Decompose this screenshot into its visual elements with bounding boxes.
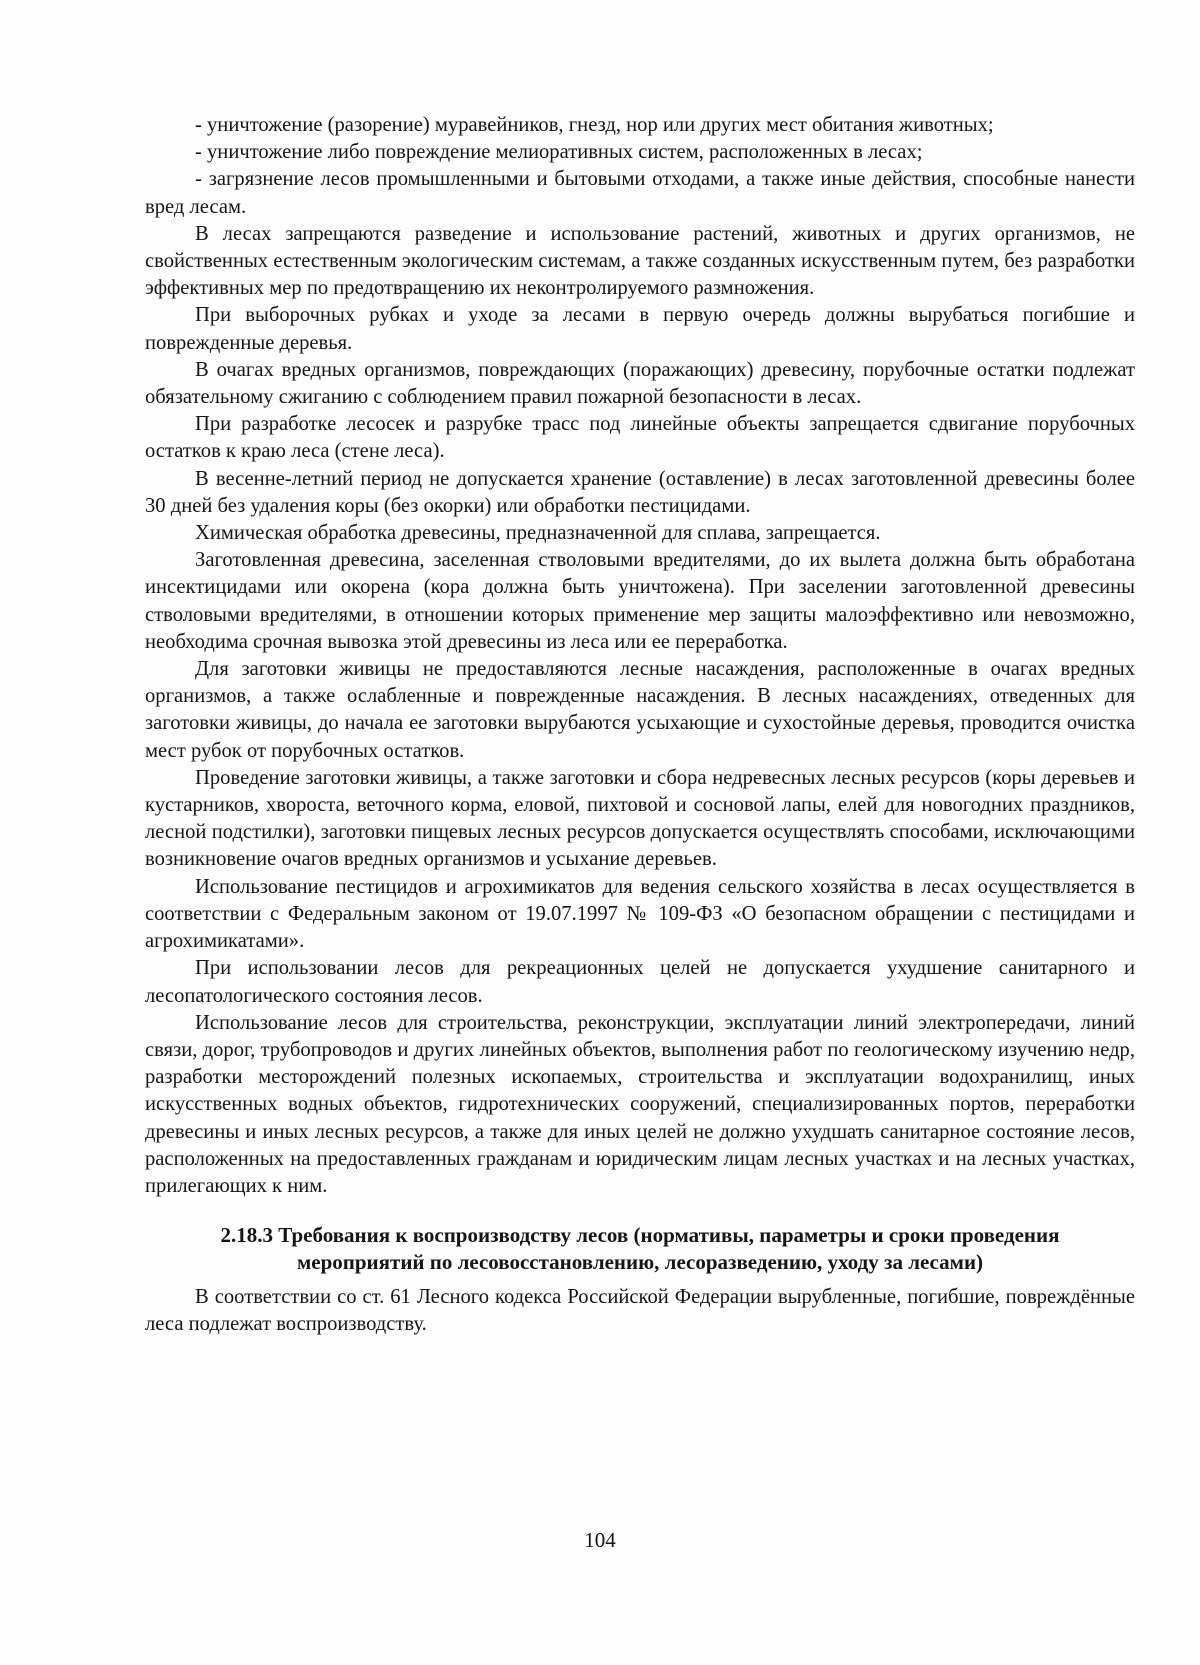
document-body [145,112,1135,1339]
paragraph-construction-use: Использование лесов для строительства, реконструкции, эксплуатации линий электропередачи, линий связи, дорог, трубопроводов и других линейных объектов, выполнения работ по геологическому изучению недр, разработки месторождений полезных ископаемых, строительства и эксплуатации водохранилищ, иных искусственных водных объектов, гидротехнических сооружений, специализированных портов, переработки древесины и иных лесных ресурсов, а также для иных целей не должно ухудшать санитарное состояние лесов, расположенных на предоставленных гражданам и юридическим лицам лесных участках и на лесных участках, прилегающих к ним. [145,1011,1135,1197]
paragraph-timber-storage: В весенне-летний период не допускается хранение (оставление) в лесах заготовленной древесины более 30 дней без удаления коры (без окорки) или обработки пестицидами. [145,467,1135,517]
paragraph-organisms-ban: В лесах запрещаются разведение и использование растений, животных и других организмов, не свойственных естественным экологическим системам, а также созданных искусственным путем, без разработки эффективных мер по предотвращению их неконтролируемого размножения. [145,222,1135,300]
paragraph-melioration-damage: - уничтожение либо повреждение мелиоративных систем, расположенных в лесах; [195,141,923,164]
paragraph-residue-burning: В очагах вредных организмов, повреждающих (поражающих) древесину, порубочные остатки подлежат обязательному сжиганию с соблюдением правил пожарной безопасности в лесах. [145,358,1135,409]
paragraph-recreation: При использовании лесов для рекреационных целей не допускается ухудшение санитарного и лесопатологического состояния лесов. [145,957,1135,1007]
paragraph-reproduction: В соответствии со ст. 61 Лесного кодекса Российской Федерации вырубленные, погибшие, повреждённые леса подлежат воспроизводству. [145,1286,1135,1336]
paragraph-resin-harvesting: Для заготовки живицы не предоставляются лесные насаждения, расположенные в очагах вредных организмов, а также ослабленные и поврежденные насаждения. В лесных насаждениях, отведенных для заготовки живицы, до начала ее заготовки вырубаются усыхающие и сухостойные деревья, проводится очистка мест рубок от порубочных остатков. [145,658,1135,762]
paragraph-chemical-treatment: Химическая обработка древесины, предназначенной для сплава, запрещается. [195,522,881,545]
paragraph-infested-timber: Заготовленная древесина, заселенная стволовыми вредителями, до их вылета должна быть обработана инсектицидами или окорена (кора должна быть уничтожена). При заселении заготовленной древесины стволовыми вредителями, в отношении которых применение мер защиты малоэффективно или невозможно, необходима срочная вывозка этой древесины из леса или ее переработка. [145,549,1135,653]
page-number: 104 [584,1528,616,1552]
paragraph-selective-cutting: При выборочных рубках и уходе за лесами в первую очередь должны вырубаться погибшие и поврежденные деревья. [145,304,1135,354]
paragraph-pesticides: Использование пестицидов и агрохимикатов для ведения сельского хозяйства в лесах осуществляется в соответствии с Федеральным законом от 19.07.1997 № 109-ФЗ «О безопасном обращении с пестицидами и агрохимикатами». [145,875,1135,953]
paragraph-forest-pollution: - загрязнение лесов промышленными и бытовыми отходами, а также иные действия, способные нанести вред лесам. [145,168,1135,218]
paragraph-non-timber-resources: Проведение заготовки живицы, а также заготовки и сбора недревесных лесных ресурсов (коры деревьев и кустарников, хвороста, веточного корма, еловой, пихтовой и сосновой лапы, елей для новогодних праздников, лесной подстилки), заготовки пищевых лесных ресурсов допускается осуществлять способами, исключающими возникновение очагов вредных организмов и усыхание деревьев. [145,766,1135,871]
paragraph-residue-shifting: При разработке лесосек и разрубке трасс под линейные объекты запрещается сдвигание порубочных остатков к краю леса (стене леса). [145,413,1135,463]
paragraph-anthill-destruction: - уничтожение (разорение) муравейников, гнезд, нор или других мест обитания животных; [195,114,994,136]
section-heading: 2.18.3 Требования к воспроизводству лесов (нормативы, параметры и сроки проведения мероприятий по лесовосстановлению, лесоразведению, уходу за лесами) [220,1223,1060,1275]
